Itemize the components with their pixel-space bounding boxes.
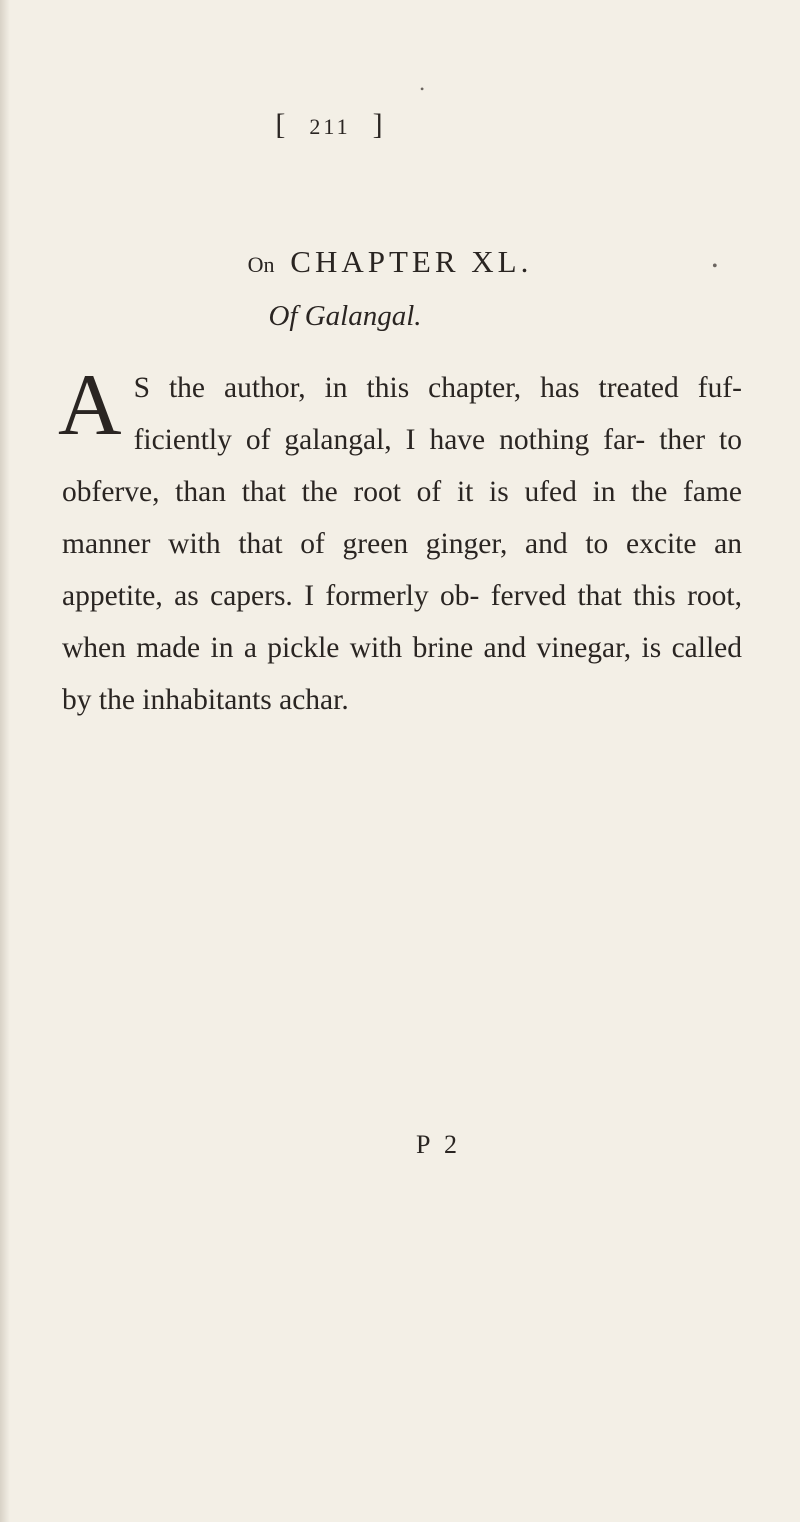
page-gutter-shadow bbox=[0, 0, 10, 1522]
signature-mark: P 2 bbox=[416, 1130, 461, 1159]
text-line: ther to obferve, than that the root of it is ufed in bbox=[62, 424, 743, 508]
ink-speck: • bbox=[420, 82, 425, 96]
page-number bbox=[0, 108, 800, 142]
drop-cap: A bbox=[58, 357, 122, 454]
text-line: S the author, in this chapter, has treated fuf- bbox=[133, 372, 742, 404]
text-line: to excite an appetite, as capers. I formerly ob- bbox=[62, 528, 742, 612]
page-number-close-bracket: ] bbox=[372, 108, 385, 141]
chapter-prefix: On bbox=[247, 252, 275, 277]
chapter-title: CHAPTER XL. bbox=[290, 244, 533, 279]
body-paragraph bbox=[58, 357, 743, 726]
text-line: brine and vinegar, is called by the inhabitants bbox=[62, 632, 742, 716]
text-line: ferved that this root, when made in a pickle with bbox=[62, 580, 742, 664]
text-line: achar. bbox=[279, 684, 349, 716]
page-number-value: 211 bbox=[309, 114, 351, 139]
chapter-heading bbox=[0, 244, 800, 280]
text-line: the fame manner with that of green ginger, and bbox=[62, 476, 742, 560]
chapter-subtitle: Of Galangal. bbox=[268, 300, 422, 332]
text-line: ficiently of galangal, I have nothing far- bbox=[133, 424, 660, 456]
page-number-open-bracket: [ bbox=[275, 108, 288, 141]
ink-speck: • bbox=[712, 258, 718, 275]
